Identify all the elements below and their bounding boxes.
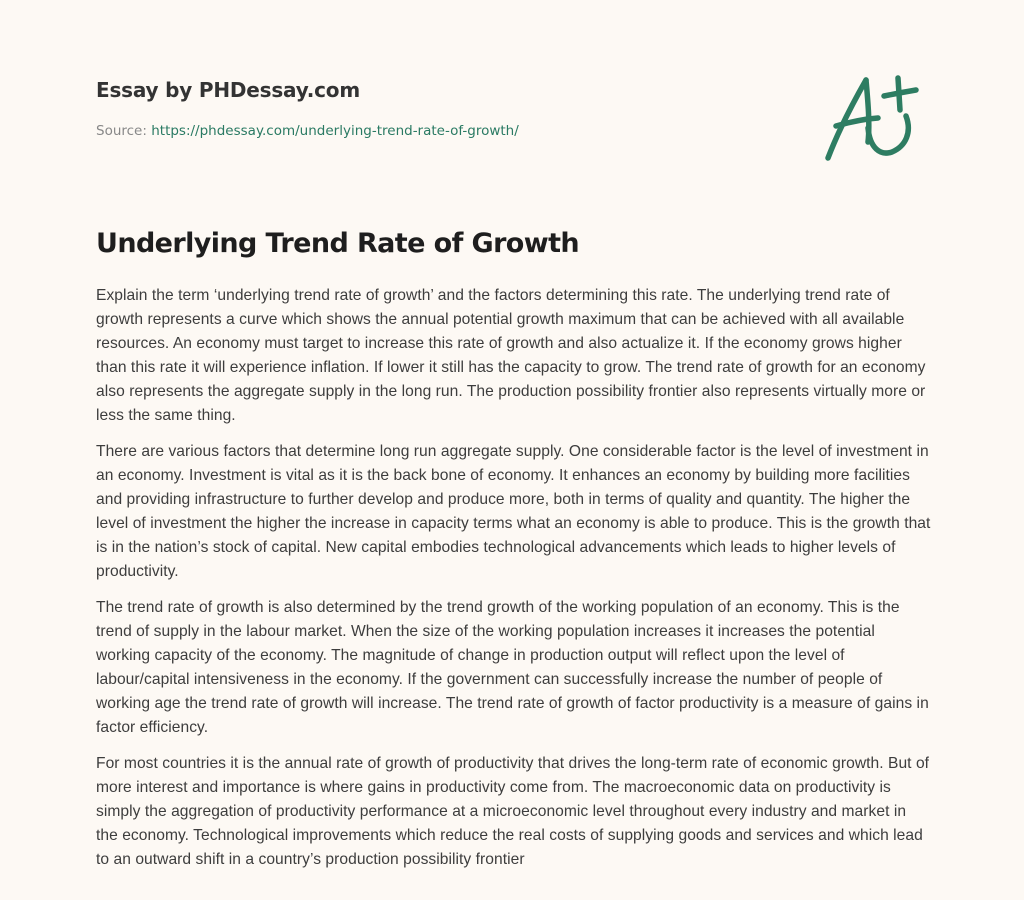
source-label: Source: [96, 123, 147, 139]
page-header [96, 76, 796, 140]
site-title: Essay by PHDessay.com [96, 78, 360, 102]
article-body [96, 284, 932, 884]
a-plus-grade-icon [818, 66, 930, 166]
paragraph: For most countries it is the annual rate of growth of productivity that drives the long-term rate of economic growth. But of more interest and importance is where gains in productivity come from. The macroeconomic data on productivity is simply the aggregation of productivity performance at a microeconomic level throughout every industry and market in the economy. Technological improvements which reduce the real costs of supplying goods and services and which lead to an outward shift in a country’s production possibility frontier [96, 755, 930, 868]
paragraph: The trend rate of growth is also determined by the trend growth of the working population of an economy. This is the trend of supply in the labour market. When the size of the working population increases it increases the potential working capacity of the economy. The magnitude of change in production output will reflect upon the level of labour/capital intensiveness in the economy. If the government can successfully increase the number of people of working age the trend rate of growth will increase. The trend rate of growth of factor productivity is a measure of gains in factor efficiency. [96, 599, 929, 736]
paragraph: Explain the term ‘underlying trend rate of growth’ and the factors determining this rate. The underlying trend rate of growth represents a curve which shows the annual potential growth maximum that can be achieved with all available resources. An economy must target to increase this rate of growth and also actualize it. If the economy grows higher than this rate it will experience inflation. If lower it still has the capacity to grow. The trend rate of growth for an economy also represents the aggregate supply in the long run. The production possibility frontier also represents virtually more or less the same thing. [96, 287, 926, 424]
source-line [96, 122, 796, 140]
article-title: Underlying Trend Rate of Growth [96, 228, 580, 259]
paragraph: There are various factors that determine long run aggregate supply. One considerable factor is the level of investment in an economy. Investment is vital as it is the back bone of economy. It enhances an economy by building more facilities and providing infrastructure to further develop and produce more, both in terms of quality and quantity. The higher the level of investment the higher the increase in capacity terms what an economy is able to produce. This is the growth that is in the nation’s stock of capital. New capital embodies technological advancements which leads to higher levels of productivity. [96, 443, 931, 580]
source-link[interactable]: https://phdessay.com/underlying-trend-rate-of-growth/ [151, 123, 519, 139]
